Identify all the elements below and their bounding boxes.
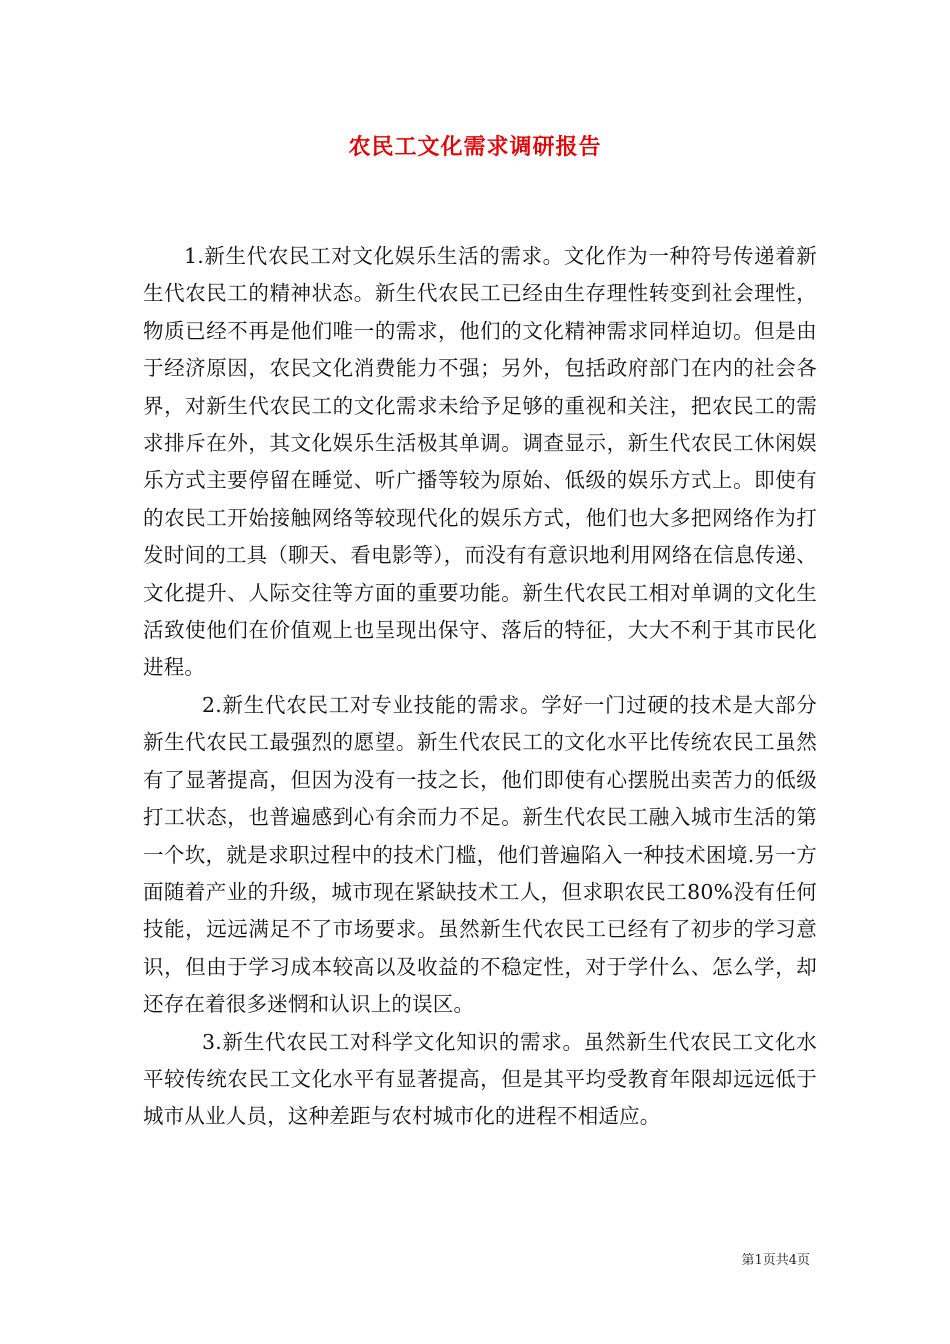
paragraph-1: 1.新生代农民工对文化娱乐生活的需求。文化作为一种符号传递着新生代农民工的精神状态。新生代农民工已经由生存理性转变到社会理性，物质已经不再是他们唯一的需求，他们的文化精神需求同样迫切。但是由于经济原因，农民文化消费能力不强；另外，包括政府部门在内的社会各界，对新生代农民工的文化需求未给予足够的重视和关注，把农民工的需求排斥在外，其文化娱乐生活极其单调。调查显示，新生代农民工休闲娱乐方式主要停留在睡觉、听广播等较为原始、低级的娱乐方式上。即使有的农民工开始接触网络等较现代化的娱乐方式，他们也大多把网络作为打发时间的工具（聊天、看电影等），而没有有意识地利用网络在信息传递、文化提升、人际交往等方面的重要功能。新生代农民工相对单调的文化生活致使他们在价值观上也呈现出保守、落后的特征，大大不利于其市民化进程。: [143, 244, 817, 680]
paragraph-2: 2.新生代农民工对专业技能的需求。学好一门过硬的技术是大部分新生代农民工最强烈的愿望。新生代农民工的文化水平比传统农民工虽然有了显著提高，但因为没有一技之长，他们即使有心摆脱出卖苦力的低级打工状态，也普遍感到心有余而力不足。新生代农民工融入城市生活的第一个坎，就是求职过程中的技术门槛，他们普遍陷入一种技术困境.另一方面随着产业的升级，城市现在紧缺技术工人，但求职农民工80%没有任何技能，远远满足不了市场要求。虽然新生代农民工已经有了初步的学习意识，但由于学习成本较高以及收益的不稳定性，对于学什么、怎么学，却还存在着很多迷惘和认识上的误区。: [143, 692, 817, 1017]
paragraph-3: 3.新生代农民工对科学文化知识的需求。虽然新生代农民工文化水平较传统农民工文化水平有显著提高，但是其平均受教育年限却远远低于城市从业人员，这种差距与农村城市化的进程不相适应。: [143, 1029, 817, 1129]
page-number: 第1页共4页: [741, 1253, 810, 1268]
document-body: [143, 238, 817, 1136]
document-title: 农民工文化需求调研报告: [348, 134, 602, 160]
